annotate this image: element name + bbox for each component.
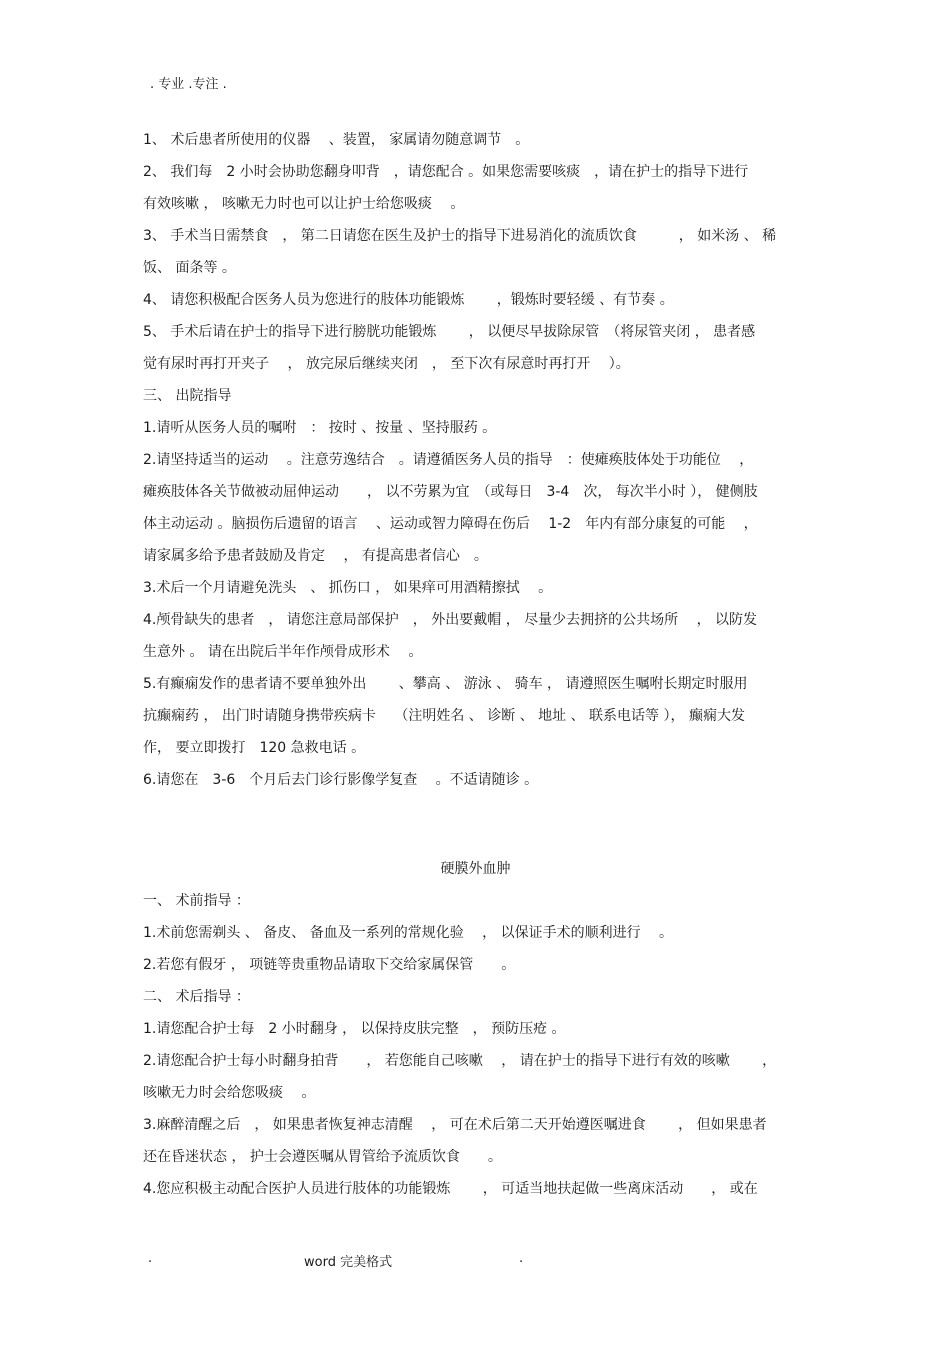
footer-center-text: word 完美格式 bbox=[304, 1255, 393, 1270]
text-line: 1.请您配合护士每 2 小时翻身 ， 以保持皮肤完整 ， 预防压疮 。 bbox=[143, 1021, 566, 1037]
part1-section bbox=[143, 124, 808, 796]
section-title: 硬膜外血肿 bbox=[440, 861, 511, 877]
text-line: 瘫痪肢体各关节做被动屈伸运动 ， 以不劳累为宜 （或每日 3-4 次， 每次半小时 ）， 健侧肢 bbox=[143, 484, 758, 500]
text-line: 1.请听从医务人员的嘱咐 ： 按时 、按量 、坚持服药 。 bbox=[143, 420, 497, 436]
text-line: 觉有尿时再打开夹子 ， 放完尿后继续夹闭 ， 至下次有尿意时再打开 ）。 bbox=[143, 356, 630, 372]
text-line: 1、 术后患者所使用的仪器 、装置， 家属请勿随意调节 。 bbox=[143, 132, 530, 148]
text-line: 2.请您配合护士每小时翻身拍背 ， 若您能自己咳嗽 ， 请在护士的指导下进行有效的咳嗽 ， bbox=[143, 1053, 777, 1069]
text-line: 有效咳嗽 ， 咳嗽无力时也可以让护士给您吸痰 。 bbox=[143, 196, 465, 212]
text-line: 抗癫痫药 ， 出门时请随身携带疾病卡 （注明姓名 、 诊断 、 地址 、 联系电话等 ）， 癫痫大发 bbox=[143, 708, 745, 724]
text-line: 4、 请您积极配合医务人员为您进行的肢体功能锻炼 ，锻炼时要轻缓 、有节奏 。 bbox=[143, 292, 674, 308]
text-line: 作， 要立即拨打 120 急救电话 。 bbox=[143, 740, 366, 756]
text-line: 一、 术前指导 ： bbox=[143, 893, 250, 909]
text-line: 3.术后一个月请避免洗头 、 抓伤口 ， 如果痒可用酒精擦拭 。 bbox=[143, 580, 553, 596]
text-line: 2.请坚持适当的运动 。注意劳逸结合 。请遵循医务人员的指导 ：使瘫痪肢体处于功能位 ， bbox=[143, 452, 754, 468]
text-line: 3、 手术当日需禁食 ， 第二日请您在医生及护士的指导下进易消化的流质饮食 ， 如米汤 、 稀 bbox=[143, 228, 777, 244]
text-line: 5、 手术后请在护士的指导下进行膀胱功能锻炼 ， 以便尽早拔除尿管 （将尿管夹闭 ， 患者感 bbox=[143, 324, 756, 340]
text-line: 咳嗽无力时会给您吸痰 。 bbox=[143, 1085, 316, 1101]
footer-right-mark: . bbox=[519, 1251, 524, 1266]
text-line: 2.若您有假牙 ， 项链等贵重物品请取下交给家属保管 。 bbox=[143, 957, 516, 973]
part2-section bbox=[143, 885, 808, 1205]
text-line: 请家属多给予患者鼓励及肯定 ， 有提高患者信心 。 bbox=[143, 548, 488, 564]
text-line: 体主动运动 。脑损伤后遗留的语言 、运动或智力障碍在伤后 1-2 年内有部分康复的可能 ， bbox=[143, 516, 758, 532]
text-line: 饭、 面条等 。 bbox=[143, 260, 236, 276]
text-line: 三、 出院指导 bbox=[143, 388, 232, 404]
text-line: 2、 我们每 2 小时会协助您翻身叩背 ，请您配合 。如果您需要咳痰 ，请在护士的指导下进行 bbox=[143, 164, 749, 180]
text-line: 1.术前您需剃头 、 备皮、 备血及一系列的常规化验 ， 以保证手术的顺利进行 。 bbox=[143, 925, 674, 941]
text-line: 6.请您在 3-6 个月后去门诊行影像学复查 。不适请随诊 。 bbox=[143, 772, 539, 788]
page-header: . 专业 .专注 . bbox=[150, 77, 227, 92]
section-gap bbox=[143, 796, 808, 853]
text-line: 3.麻醉清醒之后 ， 如果患者恢复神志清醒 ， 可在术后第二天开始遵医嘱进食 ， 但如果患者 bbox=[143, 1117, 767, 1133]
text-line: 生意外 。 请在出院后半年作颅骨成形术 。 bbox=[143, 644, 423, 660]
text-line: 5.有癫痫发作的患者请不要单独外出 、攀高 、 游泳 、 骑车 ， 请遵照医生嘱咐长期定时服用 bbox=[143, 676, 748, 692]
footer-left-mark: . bbox=[148, 1251, 153, 1266]
text-line: 还在昏迷状态 ， 护士会遵医嘱从胃管给予流质饮食 。 bbox=[143, 1149, 502, 1165]
text-line: 4.您应积极主动配合医护人员进行肢体的功能锻炼 ， 可适当地扶起做一些离床活动 ， 或在 bbox=[143, 1181, 758, 1197]
document-body bbox=[143, 124, 808, 1205]
text-line: 二、 术后指导 ： bbox=[143, 989, 250, 1005]
text-line: 4.颅骨缺失的患者 ， 请您注意局部保护 ， 外出要戴帽 ， 尽量少去拥挤的公共场所 ， 以防发 bbox=[143, 612, 758, 628]
